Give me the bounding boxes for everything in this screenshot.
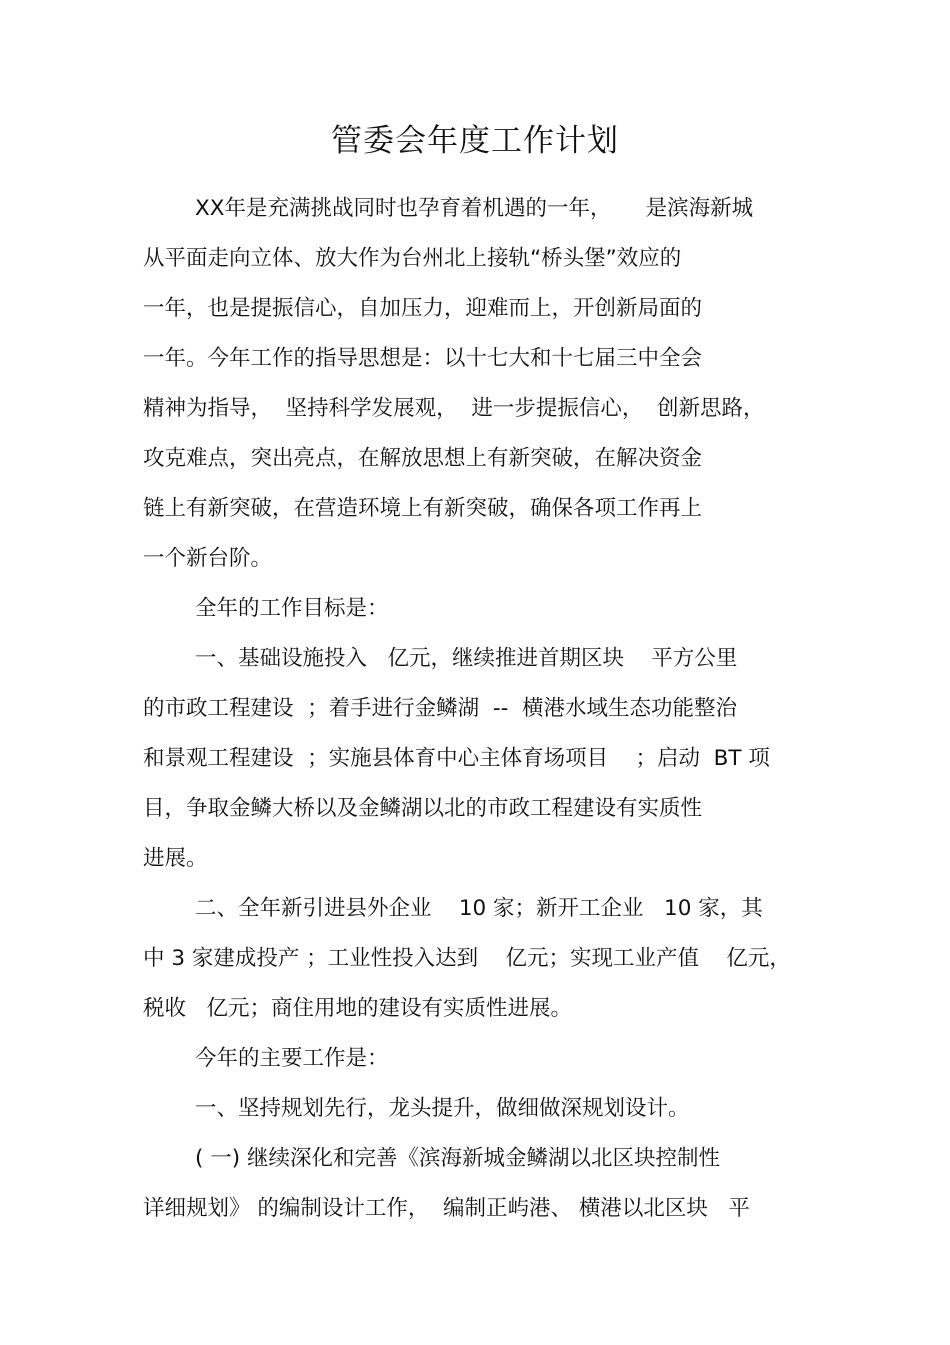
body-line: 一年。今年工作的指导思想是：以十七大和十七届三中全会 (143, 346, 703, 371)
body-line: 一、坚持规划先行，龙头提升，做细做深规划设计。 (195, 1096, 690, 1121)
document-title: 管委会年度工作计划 (331, 123, 619, 159)
body-line: XX年是充满挑战同时也孕育着机遇的一年， 是滨海新城 (195, 196, 754, 221)
body-line: ( 一) 继续深化和完善《滨海新城金鳞湖以北区块控制性 (195, 1146, 720, 1171)
body-line: 今年的主要工作是： (195, 1046, 389, 1071)
body-line: 二、全年新引进县外企业 10 家；新开工企业 10 家，其 (195, 896, 763, 921)
body-line: 的市政工程建设 ；着手进行金鳞湖 -- 横港水域生态功能整治 (143, 696, 738, 721)
body-line: 中 3 家建成投产 ；工业性投入达到 亿元；实现工业产值 亿元， (143, 946, 791, 971)
body-line: 一个新台阶。 (143, 546, 273, 571)
body-line: 从平面走向立体、放大作为台州北上接轨“桥头堡”效应的 (143, 246, 682, 271)
body-line: 详细规划》 的编制设计工作， 编制正屿港、 横港以北区块 平 (143, 1196, 750, 1221)
body-line: 攻克难点，突出亮点，在解放思想上有新突破，在解决资金 (143, 446, 703, 471)
body-line: 目，争取金鳞大桥以及金鳞湖以北的市政工程建设有实质性 (143, 796, 703, 821)
body-line: 链上有新突破，在营造环境上有新突破，确保各项工作再上 (143, 496, 703, 521)
body-line: 精神为指导， 坚持科学发展观， 进一步提振信心， 创新思路， (143, 396, 765, 421)
body-line: 全年的工作目标是： (195, 596, 389, 621)
body-line: 和景观工程建设 ；实施县体育中心主体育场项目 ；启动 BT 项 (143, 746, 770, 771)
body-line: 一年，也是提振信心，自加压力，迎难而上，开创新局面的 (143, 296, 703, 321)
body-line: 进展。 (143, 846, 208, 871)
body-line: 一、基础设施投入 亿元，继续推进首期区块 平方公里 (195, 646, 738, 671)
document-body (143, 184, 823, 1234)
body-line: 税收 亿元；商住用地的建设有实质性进展。 (143, 996, 573, 1021)
